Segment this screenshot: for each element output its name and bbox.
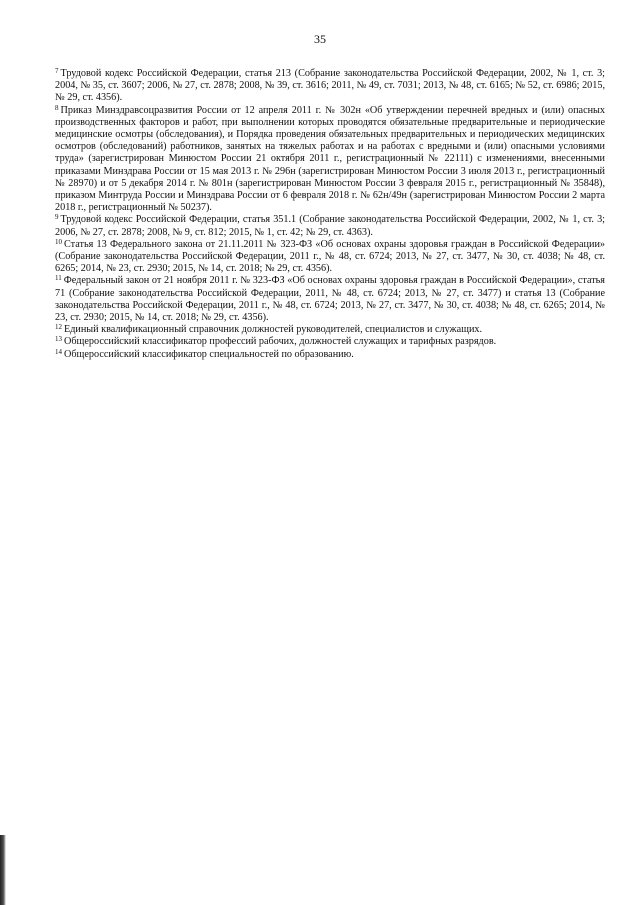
- page-number: 35: [314, 32, 326, 46]
- footnote-mark: 10: [55, 237, 62, 246]
- footnote-8: [55, 105, 605, 215]
- footnote-mark: 9: [55, 213, 59, 222]
- footnote-mark: 12: [55, 323, 62, 332]
- scan-edge-shadow: [0, 835, 6, 905]
- footnote-text: Общероссийский классификатор профессий рабочих, должностей служащих и тарифных разрядов.: [64, 336, 497, 348]
- footnote-10: [55, 239, 605, 276]
- footnote-12: [55, 324, 605, 336]
- footnote-14: [55, 349, 605, 361]
- footnote-mark: 11: [55, 274, 62, 283]
- footnote-text: Трудовой кодекс Российской Федерации, статья 213 (Собрание законодательства Российской Федерации, 2002, № 1, ст. 3; 2004, № 35, ст. 3607; 2006, № 27, ст. 2878; 2008, № 39, ст. 3616; 2011, № 49, ст. 7031; 2013, № 48, ст. 6165; № 52, ст. 6986; 2015, № 29, ст. 4356).: [55, 68, 605, 104]
- footnote-text: Единый квалификационный справочник должностей руководителей, специалистов и служащих.: [64, 324, 483, 336]
- footnote-mark: 13: [55, 335, 62, 344]
- footnote-11: [55, 275, 605, 324]
- footnote-text: Статья 13 Федерального закона от 21.11.2011 № 323-ФЗ «Об основах охраны здоровья граждан в Российской Федерации» (Собрание законодательства Российской Федерации, 2011 г., № 48, ст. 6724; 2013, № 27, ст. 3477, № 30, ст. 4038; № 48, ст. 6265; 2014, № 23, ст. 2930; 2015, № 14, ст. 2018; № 29, ст. 4356).: [55, 238, 605, 275]
- footnote-mark: 14: [55, 347, 62, 356]
- footnote-text: Федеральный закон от 21 ноября 2011 г. № 323-ФЗ «Об основах охраны здоровья граждан в Российской Федерации», статья 71 (Собрание законодательства Российской Федерации, 2011, № 48, ст. 6724; 2013, № 27, ст. 3477) и статья 13 (Собрание законодательства Российской Федерации, 2011 г., № 48, ст. 6724; 2013, № 27, ст. 3477, № 30, ст. 4038; № 48, ст. 6265; 2014, № 23, ст. 2930; 2015, № 14, ст. 2018; № 29, ст. 4356).: [55, 275, 605, 324]
- footnote-7: [55, 68, 605, 105]
- footnote-text: Приказ Минздравсоцразвития России от 12 апреля 2011 г. № 302н «Об утверждении перечней вредных и (или) опасных производственных факторов и работ, при выполнении которых проводятся обязательные предварительные и периодические медицинские осмотры (обследования), и Порядка проведения обязательных предварительных и периодических медицинских осмотров (обследований) работников, занятых на тяжелых работах и на работах с вредными и (или) опасными условиями труда» (зарегистрирован Минюстом России 21 октября 2011 г., регистрационный № 22111) с изменениями, внесенными приказами Минздрава России от 15 мая 2013 г. № 296н (зарегистрирован Минюстом России 3 июля 2013 г., регистрационный № 28970) и от 5 декабря 2014 г. № 801н (зарегистрирован Минюстом России 3 февраля 2015 г., регистрационный № 35848), приказом Минтруда России и Минздрава России от 6 февраля 2018 г. № 62н/49н (зарегистрирован Минюстом России 2 марта 2018 г., регистрационный № 50237).: [55, 104, 605, 214]
- footnotes-block: [55, 68, 605, 361]
- footnote-mark: 8: [55, 103, 59, 112]
- footnote-mark: 7: [55, 67, 59, 75]
- footnote-9: [55, 214, 605, 238]
- footnote-text: Общероссийский классификатор специальностей по образованию.: [64, 348, 354, 360]
- footnote-text: Трудовой кодекс Российской Федерации, статья 351.1 (Собрание законодательства Российской Федерации, 2002, № 1, ст. 3; 2006, № 27, ст. 2878; 2008, № 9, ст. 812; 2015, № 1, ст. 42; № 29, ст. 4363).: [55, 214, 605, 238]
- footnote-13: [55, 336, 605, 348]
